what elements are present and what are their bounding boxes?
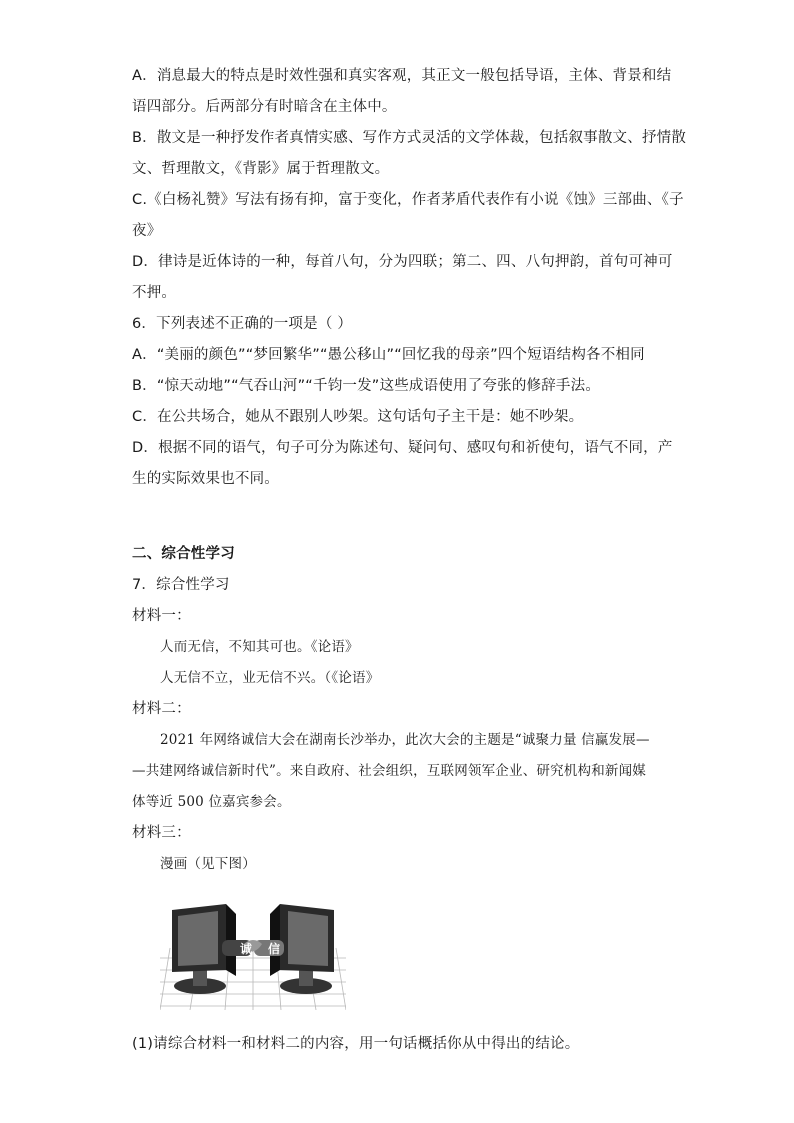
material1-quote1: 人而无信，不知其可也。《论语》 [160,639,359,655]
comic-caption: 漫画（见下图） [160,856,256,872]
material3-label: 材料三： [132,825,191,841]
material1-label: 材料一： [132,608,191,624]
q5-option-d-line2: 不押。 [132,285,177,301]
q6-option-b: B．“惊天动地”“气吞山河”“千钧一发”这些成语使用了夸张的修辞手法。 [132,378,601,394]
q5-option-b-line2: 文、哲理散文，《背影》属于哲理散文。 [132,161,390,177]
q6-option-a: A．“美丽的颜色”“梦回繁华”“愚公移山”“回忆我的母亲”四个短语结构各不相同 [132,347,645,363]
material2-line1: 2021 年网络诚信大会在湖南长沙举办，此次大会的主题是“诚聚力量 信赢发展— [160,732,650,748]
section-heading: 二、综合性学习 [132,546,235,562]
material2-line3: 体等近 500 位嘉宾参会。 [132,794,291,810]
material2-label: 材料二： [132,701,191,717]
q6-stem: 6．下列表述不正确的一项是（ ） [132,316,353,332]
material1-quote2: 人无信不立，业无信不兴。（《论语》 [160,670,380,686]
material2-line2: —共建网络诚信新时代”。来自政府、社会组织，互联网领军企业、研究机构和新闻媒 [132,763,647,779]
q6-option-c: C．在公共场合，她从不跟别人吵架。这句话句子主干是：她不吵架。 [132,409,584,425]
q5-option-c-line1: C.《白杨礼赞》写法有扬有抑，富于变化，作者茅盾代表作有小说《蚀》三部曲、《子 [132,192,684,208]
q7-title: 7．综合性学习 [132,577,230,593]
q5-option-a-line2: 语四部分。后两部分有时暗含在主体中。 [132,99,397,115]
q6-option-d-line1: D．根据不同的语气，句子可分为陈述句、疑问句、感叹句和祈使句，语气不同，产 [132,440,673,456]
comic-char-left: 诚 [240,942,253,956]
q5-option-b-line1: B．散文是一种抒发作者真情实感、写作方式灵活的文学体裁，包括叙事散文、抒情散 [132,130,687,146]
q6-option-d-line2: 生的实际效果也不同。 [132,471,279,487]
q5-option-a-line1: A．消息最大的特点是时效性强和真实客观，其正文一般包括导语，主体、背景和结 [132,68,672,84]
comic-char-right: 信 [268,942,281,956]
q7-subquestion-1: (1)请综合材料一和材料二的内容，用一句话概括你从中得出的结论。 [132,1036,580,1052]
q5-option-c-line2: 夜》 [132,223,162,239]
comic-image [160,888,346,1010]
q5-option-d-line1: D．律诗是近体诗的一种，每首八句，分为四联；第二、四、八句押韵，首句可神可 [132,254,673,270]
